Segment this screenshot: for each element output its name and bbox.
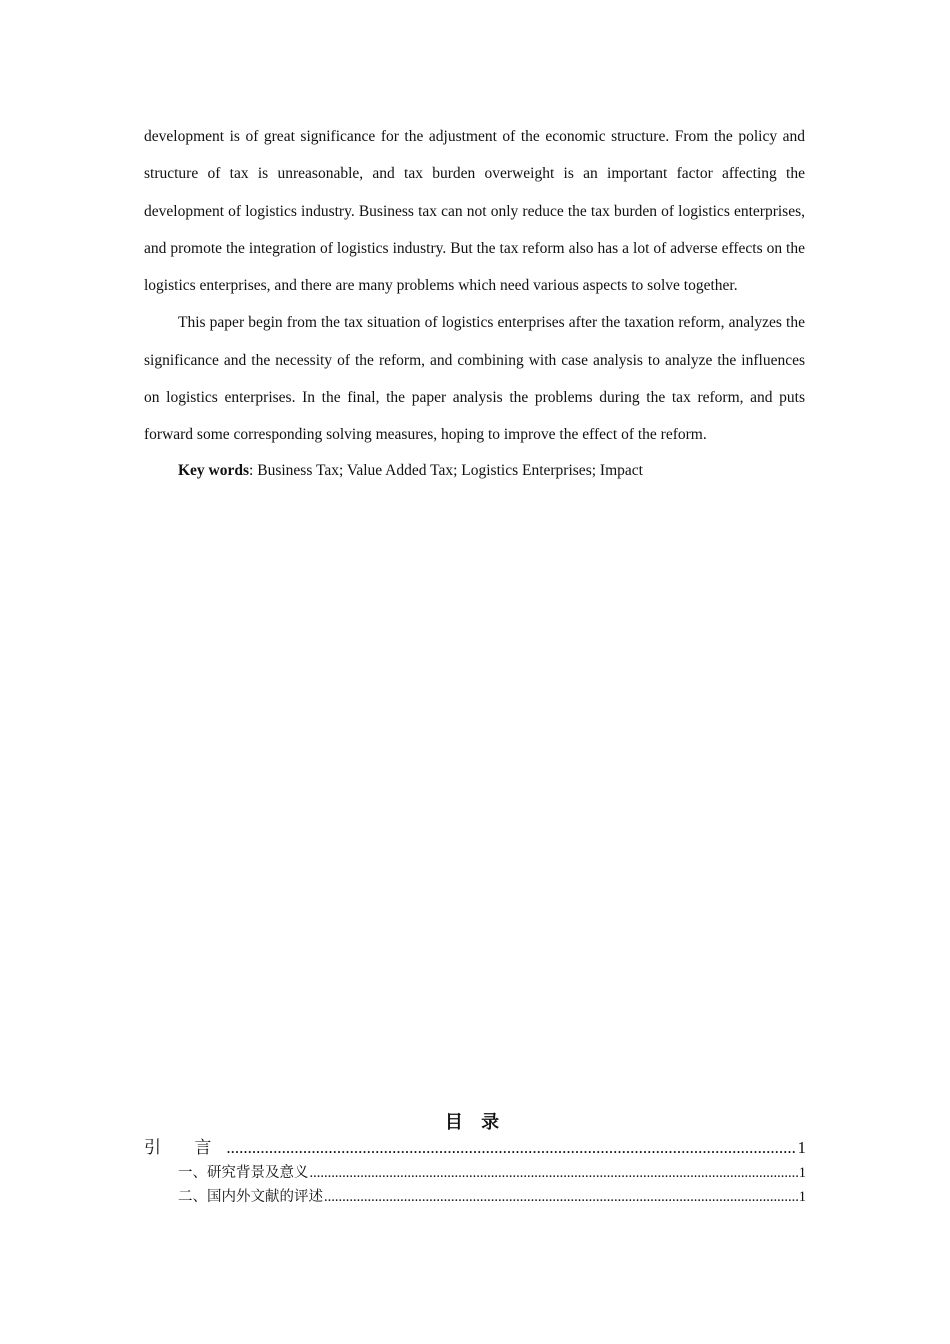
abstract-paragraph-1: development is of great significance for the adjustment of the economic structure. From the policy and structure of tax is unreasonable, and tax burden overweight is an important factor affecting the development of logistics industry. Business tax can not only reduce the tax burden of logistics enterprises, and promote the integration of logistics industry. But the tax reform also has a lot of adverse effects on the logistics enterprises, and there are many problems which need various aspects to solve together. bbox=[144, 128, 805, 295]
toc-entry-introduction[interactable] bbox=[144, 1134, 806, 1162]
toc-title: 目 录 bbox=[444, 1112, 506, 1133]
toc-entry-page: 1 bbox=[798, 1165, 806, 1181]
toc-entry-page: 1 bbox=[798, 1189, 806, 1205]
keywords-line bbox=[144, 454, 805, 488]
toc-entry-label: 引 言 bbox=[144, 1138, 226, 1158]
toc-entry-background[interactable] bbox=[178, 1161, 806, 1185]
toc-leader-dots bbox=[226, 1134, 796, 1162]
toc-entry-label: 二、国内外文献的评述 bbox=[178, 1189, 323, 1205]
keywords-label: Key words bbox=[178, 461, 250, 479]
english-abstract bbox=[144, 118, 805, 488]
toc-entry-literature-review[interactable] bbox=[178, 1185, 806, 1209]
toc-entry-label: 一、研究背景及意义 bbox=[178, 1165, 309, 1181]
toc-leader-dots bbox=[324, 1185, 798, 1209]
toc-leader-dots bbox=[310, 1161, 798, 1185]
abstract-paragraph-2: This paper begin from the tax situation of logistics enterprises after the taxation reform, analyzes the significance and the necessity of the reform, and combining with case analysis to analyze the influences on logistics enterprises. In the final, the paper analysis the problems during the tax reform, and puts forward some corresponding solving measures, hoping to improve the effect of the reform. bbox=[144, 314, 805, 444]
toc-entry-page: 1 bbox=[797, 1138, 806, 1157]
keywords-text: : Business Tax; Value Added Tax; Logistics Enterprises; Impact bbox=[249, 461, 643, 479]
